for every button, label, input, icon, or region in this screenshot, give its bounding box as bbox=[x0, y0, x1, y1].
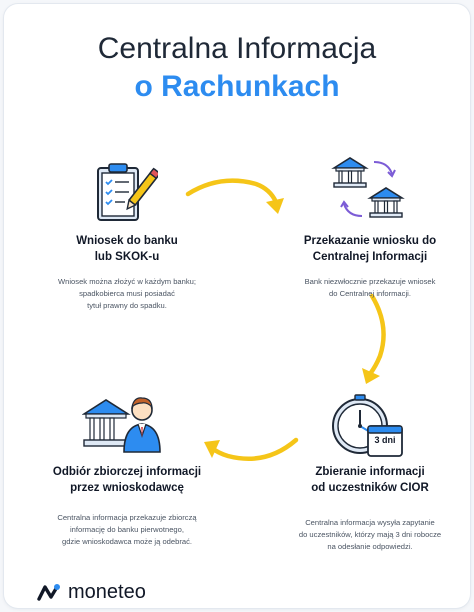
arrow-step3-to-step4 bbox=[198, 420, 304, 470]
step-2-description: Bank niezwłocznie przekazuje wniosek do Centralnej informacji. bbox=[304, 277, 436, 298]
arrow-step2-to-step3 bbox=[354, 290, 394, 394]
bank-clerk-icon bbox=[82, 392, 166, 458]
clipboard-pen-icon bbox=[92, 160, 158, 226]
clock-calendar-icon bbox=[330, 392, 406, 460]
arrow-step1-to-step2 bbox=[180, 172, 290, 226]
moneteo-logo-icon bbox=[36, 582, 62, 602]
step-2-title: Przekazanie wniosku do Centralnej Informacji bbox=[303, 235, 437, 263]
step-1-title: Wniosek do banku lub SKOK-u bbox=[76, 235, 178, 263]
step-1-description: Wniosek można złożyć w każdym banku; spadkobierca musi posiadać tytuł prawny do spadku. bbox=[57, 277, 196, 310]
footer-brand bbox=[36, 580, 146, 604]
step-3-title: Zbieranie informacji od uczestników CIOR bbox=[311, 466, 429, 494]
title-line-1: Centralna Informacja bbox=[97, 32, 377, 65]
step-3-description: Centralna informacja wysyła zapytanie do uczestników, którzy mają 3 dni robocze na odesłanie odpowiedzi. bbox=[298, 518, 442, 551]
brand-name: moneteo bbox=[68, 581, 146, 603]
step-4-title: Odbiór zbiorczej informacji przez wnioskodawcę bbox=[52, 466, 202, 494]
bank-transfer-icon bbox=[330, 152, 410, 224]
calendar-label: 3 dni bbox=[374, 435, 396, 445]
title-line-2: o Rachunkach bbox=[134, 70, 340, 103]
step-4-description: Centralna informacja przekazuje zbiorczą informację do banku pierwotnego, gdzie wnioskodawca może ją odebrać. bbox=[57, 513, 197, 546]
